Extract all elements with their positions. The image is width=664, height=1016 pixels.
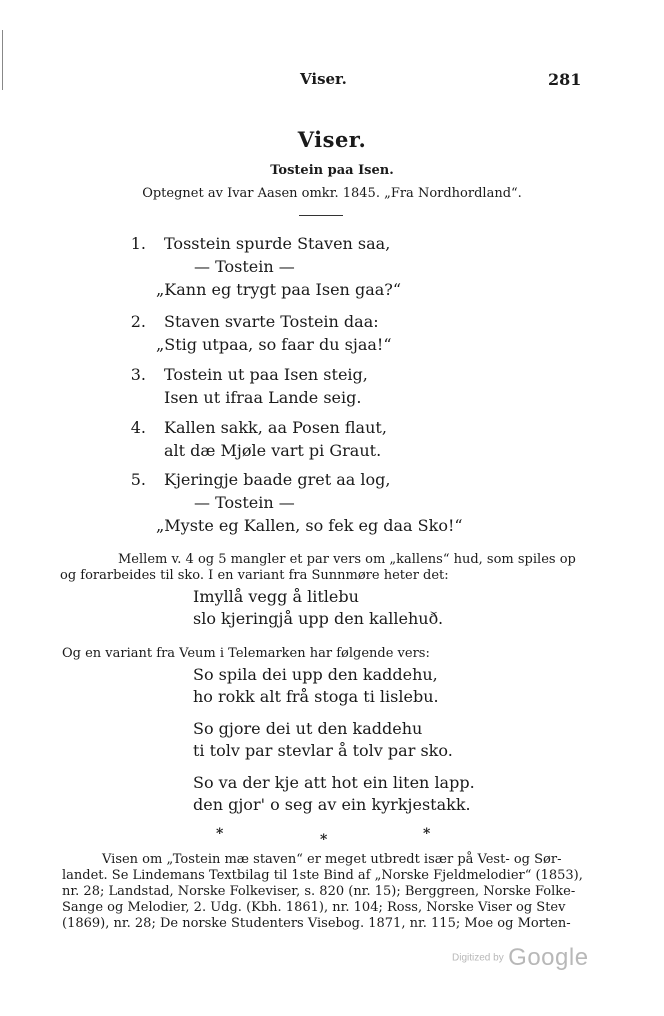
footnote-line: (1869), nr. 28; De norske Studenters Visebog. 1871, nr. 115; Moe og Morten- (62, 916, 571, 931)
verse-line: So gjore dei ut den kaddehu (193, 719, 423, 738)
verse-line: ti tolv par stevlar å tolv par sko. (193, 741, 453, 760)
stanza-line: „Myste eg Kallen, so fek eg daa Sko!“ (156, 516, 463, 535)
source-line: Optegnet av Ivar Aasen omkr. 1845. „Fra Nordhordland“. (142, 186, 522, 201)
stanza-number: 2. (130, 312, 146, 331)
variant-note (62, 646, 592, 662)
page-number: 281 (548, 70, 582, 89)
section-separator (0, 826, 664, 846)
stanza-number: 1. (130, 234, 146, 253)
footnote-line: Visen om „Tostein mæ staven“ er meget utbredt især på Vest- og Sør- (102, 852, 562, 867)
variant-verse-telemark-2 (193, 718, 453, 762)
stanza-number: 3. (130, 365, 146, 384)
stanza-line: Staven svarte Tostein daa: (164, 312, 379, 331)
note-line: Mellem v. 4 og 5 mangler et par vers om „kallens“ hud, som spiles op (118, 552, 576, 567)
verse-line: ho rokk alt frå stoga ti lislebu. (193, 687, 439, 706)
song-title: Tostein paa Isen. (270, 163, 394, 178)
footnote-line: nr. 28; Landstad, Norske Folkeviser, s. 820 (nr. 15); Berggreen, Norske Folke- (62, 884, 576, 899)
asterisk: * (423, 826, 431, 842)
stanza-number: 5. (130, 470, 146, 489)
commentary-footnote (62, 852, 592, 932)
asterisk: * (216, 826, 224, 842)
stanza-line: Isen ut ifraa Lande seig. (164, 388, 362, 407)
digitization-watermark (452, 944, 589, 972)
stanza-line: alt dæ Mjøle vart pi Graut. (164, 441, 382, 460)
stanza-line: Kallen sakk, aa Posen flaut, (164, 418, 387, 437)
verse-line: So va der kje att hot ein liten lapp. (193, 773, 475, 792)
verse-line: slo kjeringjå upp den kallehuð. (193, 609, 444, 628)
verse-line: So spila dei upp den kaddehu, (193, 665, 438, 684)
variant-note (62, 552, 592, 584)
section-title: Viser. (297, 127, 367, 152)
footnote-line: landet. Se Lindemans Textbilag til 1ste Bind af „Norske Fjeldmelodier“ (1853), (62, 868, 583, 883)
verse-line: Imyllå vegg å litlebu (193, 587, 359, 606)
running-head-title: Viser. (300, 70, 347, 88)
divider-rule (299, 215, 343, 216)
stanza-number: 4. (130, 418, 146, 437)
footnote-line: Sange og Melodier, 2. Udg. (Kbh. 1861), nr. 104; Ross, Norske Viser og Stev (62, 900, 566, 915)
stanza-refrain: — Tostein — (194, 257, 295, 276)
verse-line: den gjor' o seg av ein kyrkjestakk. (193, 795, 471, 814)
stanza-line: Kjeringje baade gret aa log, (164, 470, 391, 489)
stanza-line: Tostein ut paa Isen steig, (164, 365, 368, 384)
variant-verse-telemark-3 (193, 772, 475, 816)
note-line: Og en variant fra Veum i Telemarken har følgende vers: (62, 646, 430, 661)
running-head (0, 70, 664, 92)
stanza-line: Tosstein spurde Staven saa, (164, 234, 391, 253)
stanza-line: „Stig utpaa, so faar du sjaa!“ (156, 335, 392, 354)
variant-verse-sunnmore (193, 586, 443, 630)
stanza-refrain: — Tostein — (194, 493, 295, 512)
google-logo: Google (508, 944, 589, 971)
variant-verse-telemark-1 (193, 664, 439, 708)
watermark-prefix: Digitized by (452, 952, 504, 964)
stanza-line: „Kann eg trygt paa Isen gaa?“ (156, 280, 402, 299)
asterisk: * (320, 832, 328, 848)
note-line: og forarbeides til sko. I en variant fra Sunnmøre heter det: (60, 568, 449, 583)
